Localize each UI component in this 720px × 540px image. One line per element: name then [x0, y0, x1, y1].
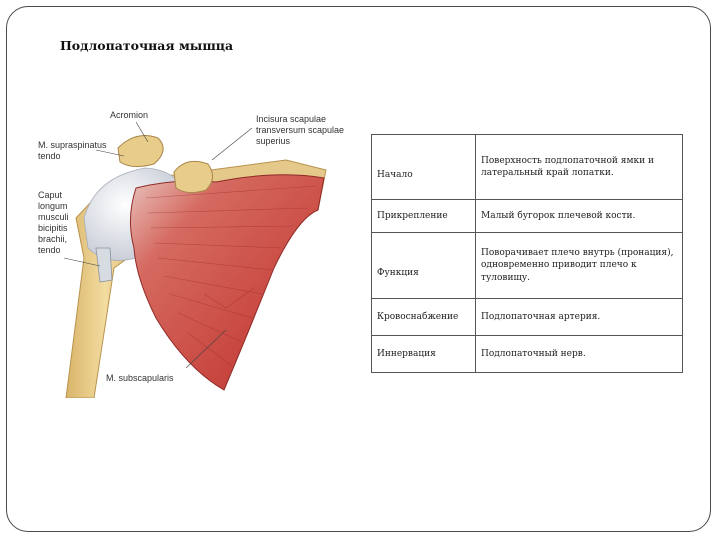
label-caput-bicipitis: bicipitis [38, 223, 68, 233]
label-incisura-transversum: transversum scapulae [256, 125, 345, 135]
label-incisura-superius: superius [256, 136, 291, 146]
table-row [372, 336, 683, 373]
label-caput-tendo: tendo [38, 245, 61, 255]
label-incisura: Incisura scapulae [256, 114, 327, 124]
label-caput-longum: longum [38, 201, 68, 211]
row-value-blood-supply: Подлопаточная артерия. [476, 299, 683, 336]
table-row [372, 135, 683, 200]
label-supraspinatus-tendo: tendo [38, 151, 61, 161]
label-caput-musculi: musculi [38, 212, 69, 222]
coracoid-bone [174, 161, 213, 192]
slide-title: Подлопаточная мышца [60, 38, 234, 53]
acromion-bone [118, 136, 163, 167]
table-row [372, 200, 683, 233]
row-value-function: Поворачивает плечо внутрь (пронация), одновременно приводит плечо к туловищу. [476, 233, 683, 299]
label-subscapularis: M. subscapularis [106, 373, 174, 383]
row-key-insertion: Прикрепление [372, 200, 476, 233]
row-key-blood-supply: Кровоснабжение [372, 299, 476, 336]
row-value-insertion: Малый бугорок плечевой кости. [476, 200, 683, 233]
row-value-origin: Поверхность подлопаточной ямки и латеральный край лопатки. [476, 135, 683, 200]
subscapularis-muscle [130, 175, 324, 390]
label-caput: Caput [38, 190, 63, 200]
table-row [372, 299, 683, 336]
label-caput-brachii: brachii, [38, 234, 68, 244]
muscle-info-table [371, 134, 683, 373]
row-key-innervation: Иннервация [372, 336, 476, 373]
label-acromion: Acromion [110, 110, 149, 120]
anatomy-illustration [36, 98, 346, 398]
row-value-innervation: Подлопаточный нерв. [476, 336, 683, 373]
row-key-origin: Начало [372, 135, 476, 200]
row-key-function: Функция [372, 233, 476, 299]
table-row [372, 233, 683, 299]
subscapularis-diagram [36, 98, 346, 398]
label-supraspinatus: M. supraspinatus [38, 140, 107, 150]
